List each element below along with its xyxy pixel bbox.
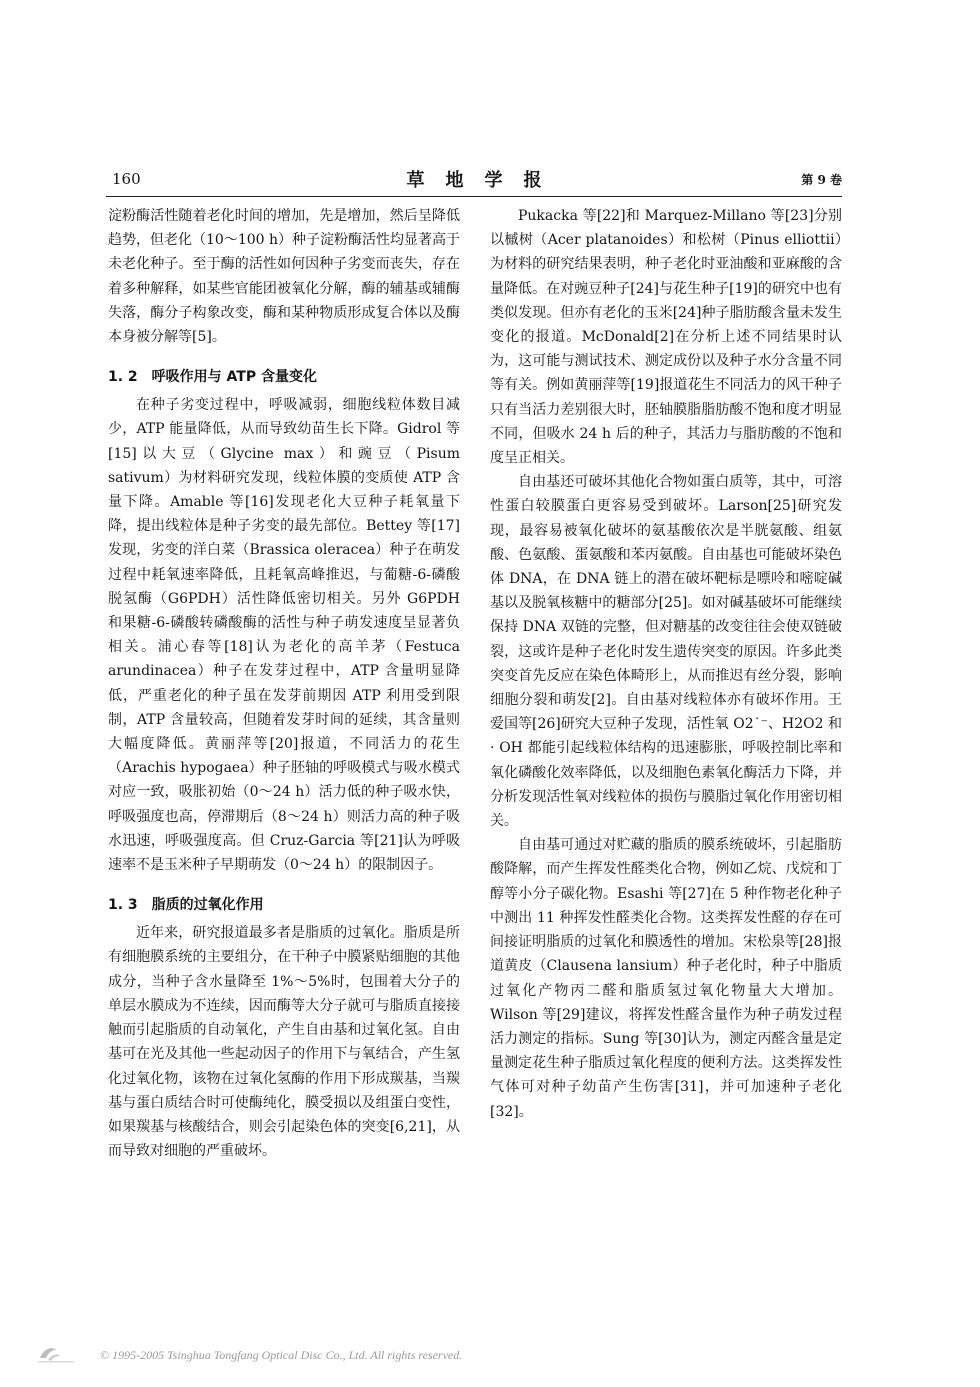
paragraph: 近年来，研究报道最多者是脂质的过氧化。脂质是所有细胞膜系统的主要组分，在干种子中膜紧贴细胞的其他成分，当种子含水量降至 1%～5%时，包围着大分子的单层水膜成为不连续，因而酶等大分子就可与脂质直接接触而引起脂质的自动氧化，产生自由基和过氧化氢。自由基可在光及其他一些起动因子的作用下与氧结合，产生氢化过氧化物，该物在过氧化氢酶的作用下形成羰基，当羰基与蛋白质结合时可使酶纯化，膜受损以及组蛋白变性，如果羰基与核酸结合，则会引起染色体的突变[6,21]，从而导致对细胞的严重破坏。 <box>108 925 460 1160</box>
paragraph-continued: 淀粉酶活性随着老化时间的增加，先是增加，然后呈降低趋势，但老化（10～100 h）种子淀粉酶活性均显著高于未老化种子。至于酶的活性如何因种子劣变而丧失，存在着多种解释，如某些官能团被氧化分解，酶的辅基或辅酶失落，酶分子构象改变，酶和某种物质形成复合体以及酶本身被分解等[5]。 <box>108 208 461 346</box>
paragraph: Pukacka 等[22]和 Marquez-Millano 等[23]分别以槭树（Acer platanoides）和松树（Pinus elliottii）为材料的研究结果表明，种子老化时亚油酸和亚麻酸的含量降低。在对豌豆种子[24]与花生种子[19]的研究中也有类似发现。但亦有老化的玉米[24]种子脂肪酸含量未发生变化的报道。McDonald[2]在分析上述不同结果时认为，这可能与测试技术、测定成份以及种子水分含量不同等有关。例如黄丽萍等[19]报道花生不同活力的风干种子只有当活力差别很大时，胚轴膜脂脂肪酸不饱和度才明显不同，但吸水 24 h 后的种子，其活力与脂肪酸的不饱和度呈正相关。 <box>490 208 842 467</box>
right-column <box>490 204 842 1124</box>
running-header <box>106 166 842 192</box>
copyright-notice: © 1995-2005 Tsinghua Tongfang Optical Disc Co., Ltd. All rights reserved. <box>100 1348 463 1362</box>
journal-title: 草地学报 <box>406 170 563 191</box>
header-rule <box>106 196 842 197</box>
paragraph: 自由基还可破坏其他化合物如蛋白质等，其中，可溶性蛋白较膜蛋白更容易受到破坏。Larson[25]研究发现，最容易被氧化破坏的氨基酸依次是半胱氨酸、组氨酸、色氨酸、蛋氨酸和苯丙氨酸。自由基也可能破坏染色体 DNA，在 DNA 链上的潜在破坏靶标是嘌呤和嘧啶碱基以及脱氧核糖中的糖部分[25]。如对碱基破坏可能继续保持 DNA 双链的完整，但对糖基的改变往往会使双链破裂，这或许是种子老化时发生遗传突变的原因。许多此类突变首先反应在染色体畸形上，从而推迟有丝分裂，影响细胞分裂和萌发[2]。自由基对线粒体亦有破坏作用。王爱国等[26]研究大豆种子发现，活性氧 O2˙⁻、H2O2 和 · OH 都能引起线粒体结构的迅速膨胀，呼吸控制比率和氧化磷酸化效率降低，以及细胞色素氧化酶活力下降，并分析发现活性氧对线粒体的损伤与膜脂过氧化作用密切相关。 <box>490 474 842 830</box>
footer <box>24 1344 744 1368</box>
left-column <box>108 204 460 1163</box>
page-number: 160 <box>112 170 141 188</box>
paragraph: 在种子劣变过程中，呼吸减弱，细胞线粒体数目减少，ATP 能量降低，从而导致幼苗生长下降。Gidrol 等[15]以大豆（Glycine max）和豌豆（Pisum sativum）为材料研究发现，线粒体膜的变质使 ATP 含量下降。Amable 等[16]发现老化大豆种子耗氧量下降，提出线粒体是种子劣变的最先部位。Bettey 等[17]发现，劣变的洋白菜（Brassica oleracea）种子在萌发过程中耗氧速率降低，且耗氧高峰推迟，与葡糖-6-磷酸脱氢酶（G6PDH）活性降低密切相关。另外 G6PDH 和果糖-6-磷酸转磷酸酶的活性与种子萌发速度呈显著负相关。浦心春等[18]认为老化的高羊茅（Festuca arundinacea）种子在发芽过程中，ATP 含量明显降低，严重老化的种子虽在发芽前期因 ATP 利用受到限制，ATP 含量较高，但随着发芽时间的延续，其含量则大幅度降低。黄丽萍等[20]报道，不同活力的花生（Arachis hypogaea）种子胚轴的呼吸模式与吸水模式对应一致，吸胀初始（0～24 h）活力低的种子吸水快，呼吸强度也高，停滞期后（8～24 h）则活力高的种子吸水迅速，呼吸强度高。但 Cruz-Garcia 等[21]认为呼吸速率不是玉米种子早期萌发（0～24 h）的限制因子。 <box>108 397 460 874</box>
paragraph: 自由基可通过对贮藏的脂质的膜系统破坏，引起脂肪酸降解，而产生挥发性醛类化合物，例如乙烷、戊烷和丁醇等小分子碳化物。Esashi 等[27]在 5 种作物老化种子中测出 11 种挥发性醛类化合物。这类挥发性醛的存在可间接证明脂质的过氧化和膜透性的增加。宋松泉等[28]报道黄皮（Clausena lansium）种子老化时，种子中脂质过氧化产物丙二醛和脂质氢过氧化物量大大增加。Wilson 等[29]建议，将挥发性醛含量作为种子萌发过程活力测定的指标。Sung 等[30]认为，测定丙醛含量是定量测定花生种子脂质过氧化程度的便利方法。这类挥发性气体可对种子幼苗产生伤害[31]，并可加速种子老化[32]。 <box>490 837 842 1120</box>
publisher-logo-icon <box>34 1344 80 1364</box>
section-heading-1-3: 1. 3 脂质的过氧化作用 <box>108 897 264 914</box>
volume-label: 第 9 卷 <box>801 173 842 187</box>
section-heading-1-2: 1. 2 呼吸作用与 ATP 含量变化 <box>108 369 317 386</box>
